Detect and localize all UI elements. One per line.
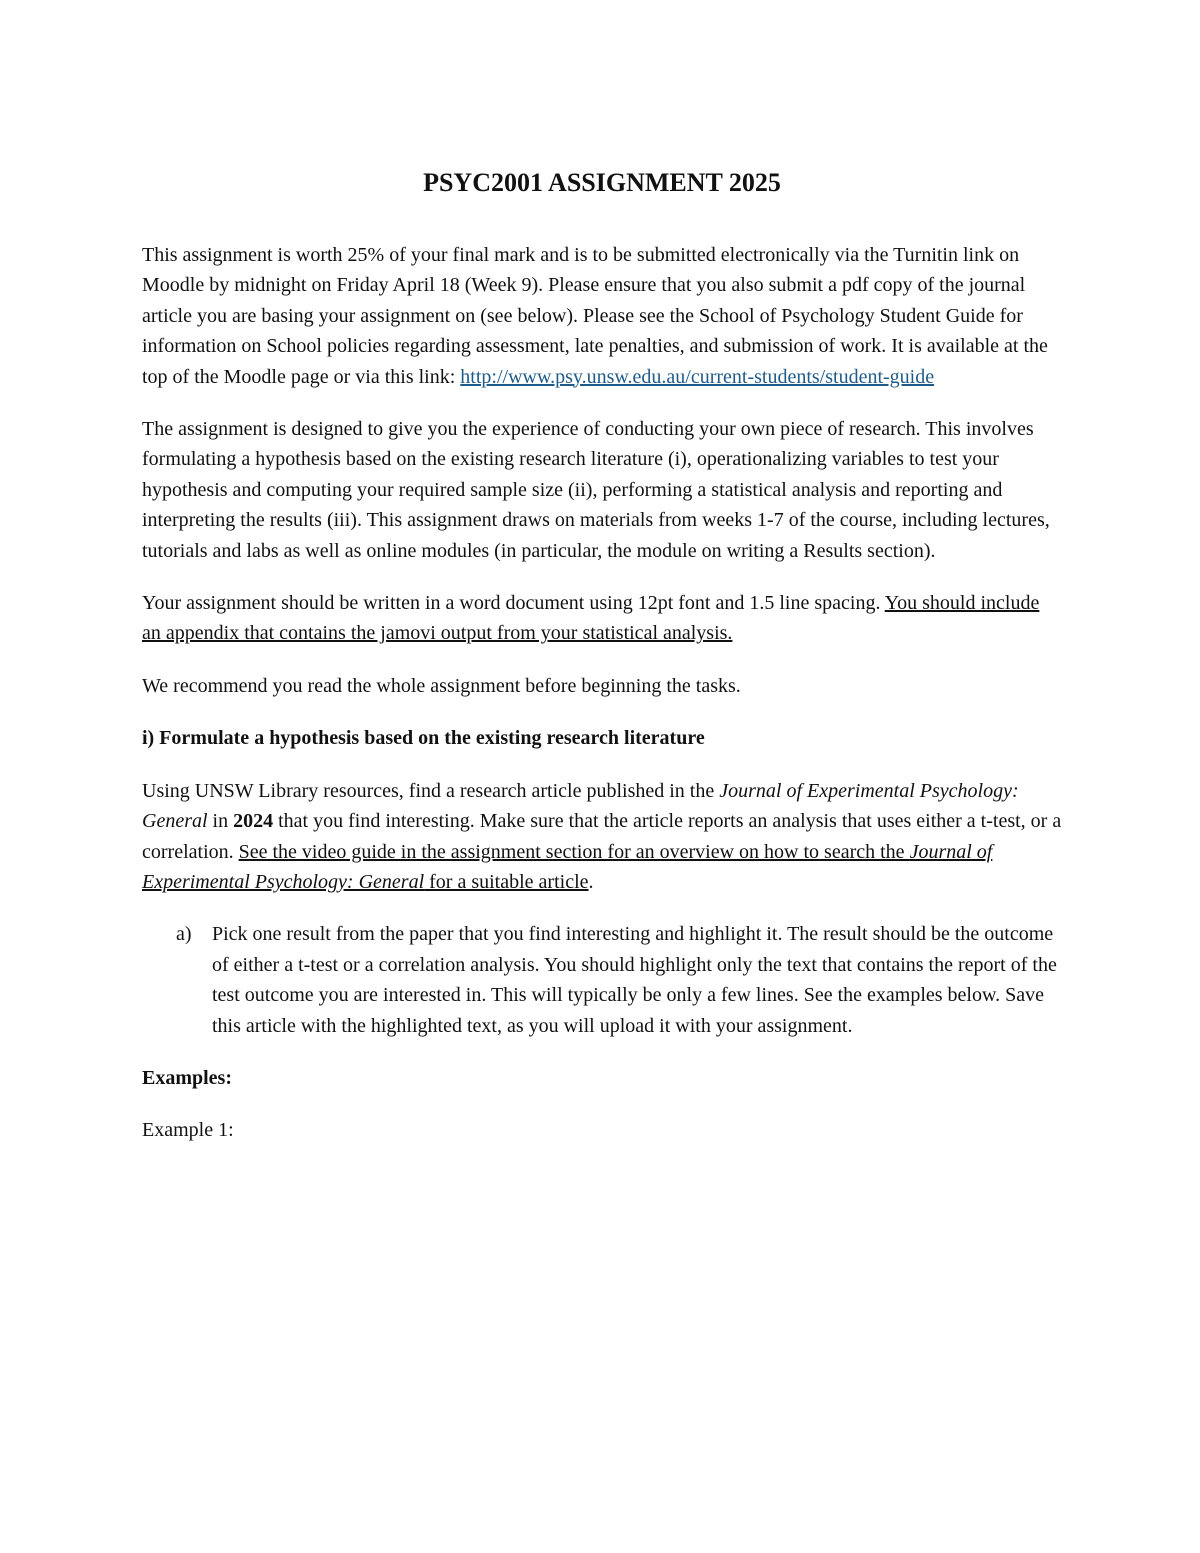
example-1-label: Example 1: [142,1119,234,1142]
video-guide-instruction [142,841,992,893]
page-title: PSYC2001 ASSIGNMENT 2025 [423,168,781,197]
video-guide-text-2: for a suitable article [424,870,589,893]
recommendation-paragraph: We recommend you read the whole assignment before beginning the tasks. [142,674,741,697]
formatting-text: Your assignment should be written in a word document using 12pt font and 1.5 line spacing. [142,592,885,615]
article-search-text-3: that you find interesting. Make sure that the article reports an analysis that uses either a t-test, or a correlation. [142,810,1062,863]
assignment-purpose-paragraph: The assignment is designed to give you the experience of conducting your own piece of research. This involves formulating a hypothesis based on the existing research literature (i), operationalizing variables to test your hypothesis and computing your required sample size (ii), performing a statistical analysis and reporting and interpreting the results (iii). This assignment draws on materials from weeks 1-7 of the course, including lectures, tutorials and labs as well as online modules (in particular, the module on writing a Results section). [142,418,1050,562]
section-heading-hypothesis: i) Formulate a hypothesis based on the existing research literature [142,727,705,750]
article-search-text-2: in [207,810,234,833]
video-guide-journal-name: Journal of Experimental Psychology: General [142,840,993,893]
article-search-period: . [588,870,594,893]
appendix-instruction: You should include an appendix that contains the jamovi output from your statistical analysis. [142,592,1040,645]
article-search-text-1: Using UNSW Library resources, find a research article published in the [142,779,720,802]
intro-text: This assignment is worth 25% of your final mark and is to be submitted electronically via the Turnitin link on Moodle by midnight on Friday April 18 (Week 9). Please ensure that you also submit a pdf copy of the journal article you are basing your assignment on (see below). Please see the School of Psychology Student Guide for information on School policies regarding assessment, late penalties, and submission of work. It is available at the top of the Moodle page or via this link: [142,244,1048,388]
document-page [142,150,1062,1146]
intro-paragraph [142,240,1062,392]
student-guide-link[interactable]: http://www.psy.unsw.edu.au/current-students/student-guide [460,365,935,388]
list-item [142,919,1062,1041]
article-search-paragraph [142,776,1062,898]
formatting-paragraph [142,588,1062,649]
target-year: 2024 [233,810,274,833]
list-item-text: Pick one result from the paper that you find interesting and highlight it. The result should be the outcome of either a t-test or a correlation analysis. You should highlight only the text that contains the report of the test outcome you are interested in. This will typically be only a few lines. See the examples below. Save this article with the highlighted text, as you will upload it with your assignment. [212,923,1057,1037]
video-guide-text-1: See the video guide in the assignment section for an overview on how to search the [238,840,910,863]
list-marker: a) [176,923,192,946]
examples-heading: Examples: [142,1066,232,1089]
journal-name: Journal of Experimental Psychology: General [142,779,1019,833]
